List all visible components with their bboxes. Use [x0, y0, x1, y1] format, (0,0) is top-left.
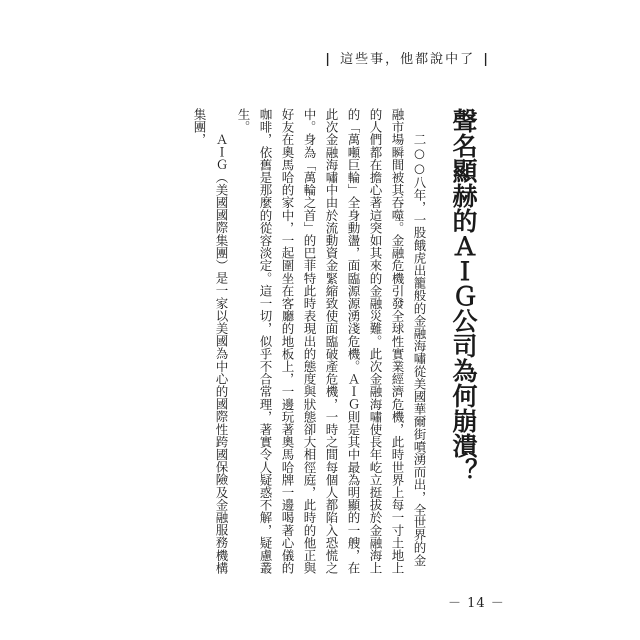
page-body: [168, 108, 480, 578]
page-number: － 14 －: [448, 596, 505, 611]
header-bar-right: |: [483, 52, 490, 67]
paragraph-1: 二○○八年，一股餓虎出籠般的金融海嘯從美國華爾街噴湧而出，全世界的金融市場瞬間被其吞噬。金融危機引發全球性實業經濟危機，此時世界上每一寸土地上的人們都在擔心著這突如其來的金融災難。此次金融海嘯使長年屹立挺拔於金融海上的「萬噸巨輪」全身動盪，面臨源源湧淺危機。ＡＩＧ則是其中最為明顯的一艘，在此次金融海嘯中由於流動資金緊縮致使面臨破產危機，一時之間每個人都陷入恐慌之中。身為「萬輪之首」的巴菲特此時表現出的態度與狀態卻大相徑庭，此時的他正與好友在奧馬哈的家中，一起圍坐在客廳的地板上，一邊玩著奧馬哈牌一邊喝著心儀的咖啡，依舊是那麼的從容淡定。這一切，似乎不合常理，著實令人疑惑不解，疑慮叢生。: [236, 108, 427, 575]
header-bar-left: |: [325, 52, 332, 67]
body-text: [188, 108, 430, 578]
paragraph-2: ＡＩＧ（美國國際集團）是一家以美國為中心的國際性跨國保險及金融服務機構集團，: [192, 108, 229, 574]
running-header: [323, 48, 492, 67]
header-title: 這些事，他都說中了: [340, 52, 476, 67]
chapter-title: 聲名顯赫的ＡＩＧ公司為何崩潰？: [449, 108, 478, 483]
